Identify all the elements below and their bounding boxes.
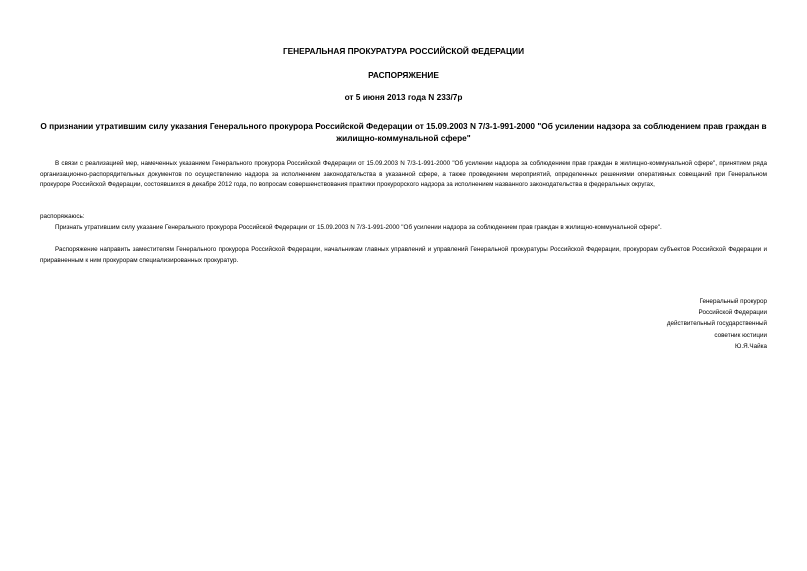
signature-country-line: Российской Федерации <box>698 309 767 317</box>
order-word: распоряжаюсь: <box>40 213 85 220</box>
preamble-paragraph: В связи с реализацией мер, намеченных указанием Генерального прокурора Российской Федерации от 15.09.2003 N 7/3-1-991-2000 "Об усилении надзора за соблюдением прав граждан в жилищно-коммунальной сфере", принятием ряда организационно-распорядительных документов по осуществлению надзора за исполнением законодательства в указанной сфере, а также проведением мероприятий, определенных решениями оперативных совещаний при Генеральном прокуроре Российской Федерации, состоявшихся в декабре 2012 года, по вопросам совершенствования практики прокурорского надзора за исполнением названного законодательства в федеральных округах, <box>40 160 767 189</box>
document-date-number: от 5 июня 2013 года N 233/7р <box>344 92 463 102</box>
signature-name: Ю.Я.Чайка <box>734 342 767 350</box>
document-type-heading: РАСПОРЯЖЕНИЕ <box>368 70 439 80</box>
document-title: О признании утратившим силу указания Генерального прокурора Российской Федерации от 15.09.2003 N 7/3-1-991-2000 "Об усилении надзора за соблюдением прав граждан в жилищно-коммунальной сфере" <box>40 121 767 143</box>
distribution-paragraph: Распоряжение направить заместителям Генерального прокурора Российской Федерации, начальникам главных управлений и управлений Генеральной прокуратуры Российской Федерации, прокурорам субъектов Российской Федерации и приравненным к ним прокурорам специализированных прокуратур. <box>40 246 767 264</box>
order-item-paragraph: Признать утратившим силу указание Генерального прокурора Российской Федерации от 15.09.2003 N 7/3-1-991-2000 "Об усилении надзора за соблюдением прав граждан в жилищно-коммунальной сфере". <box>55 224 662 231</box>
signature-block <box>567 296 767 352</box>
organization-heading: ГЕНЕРАЛЬНАЯ ПРОКУРАТУРА РОССИЙСКОЙ ФЕДЕРАЦИИ <box>282 46 525 56</box>
signature-rank-line: действительный государственный <box>666 320 767 328</box>
signature-rank-line-2: советник юстиции <box>714 331 767 339</box>
signature-position-line: Генеральный прокурор <box>699 298 767 305</box>
